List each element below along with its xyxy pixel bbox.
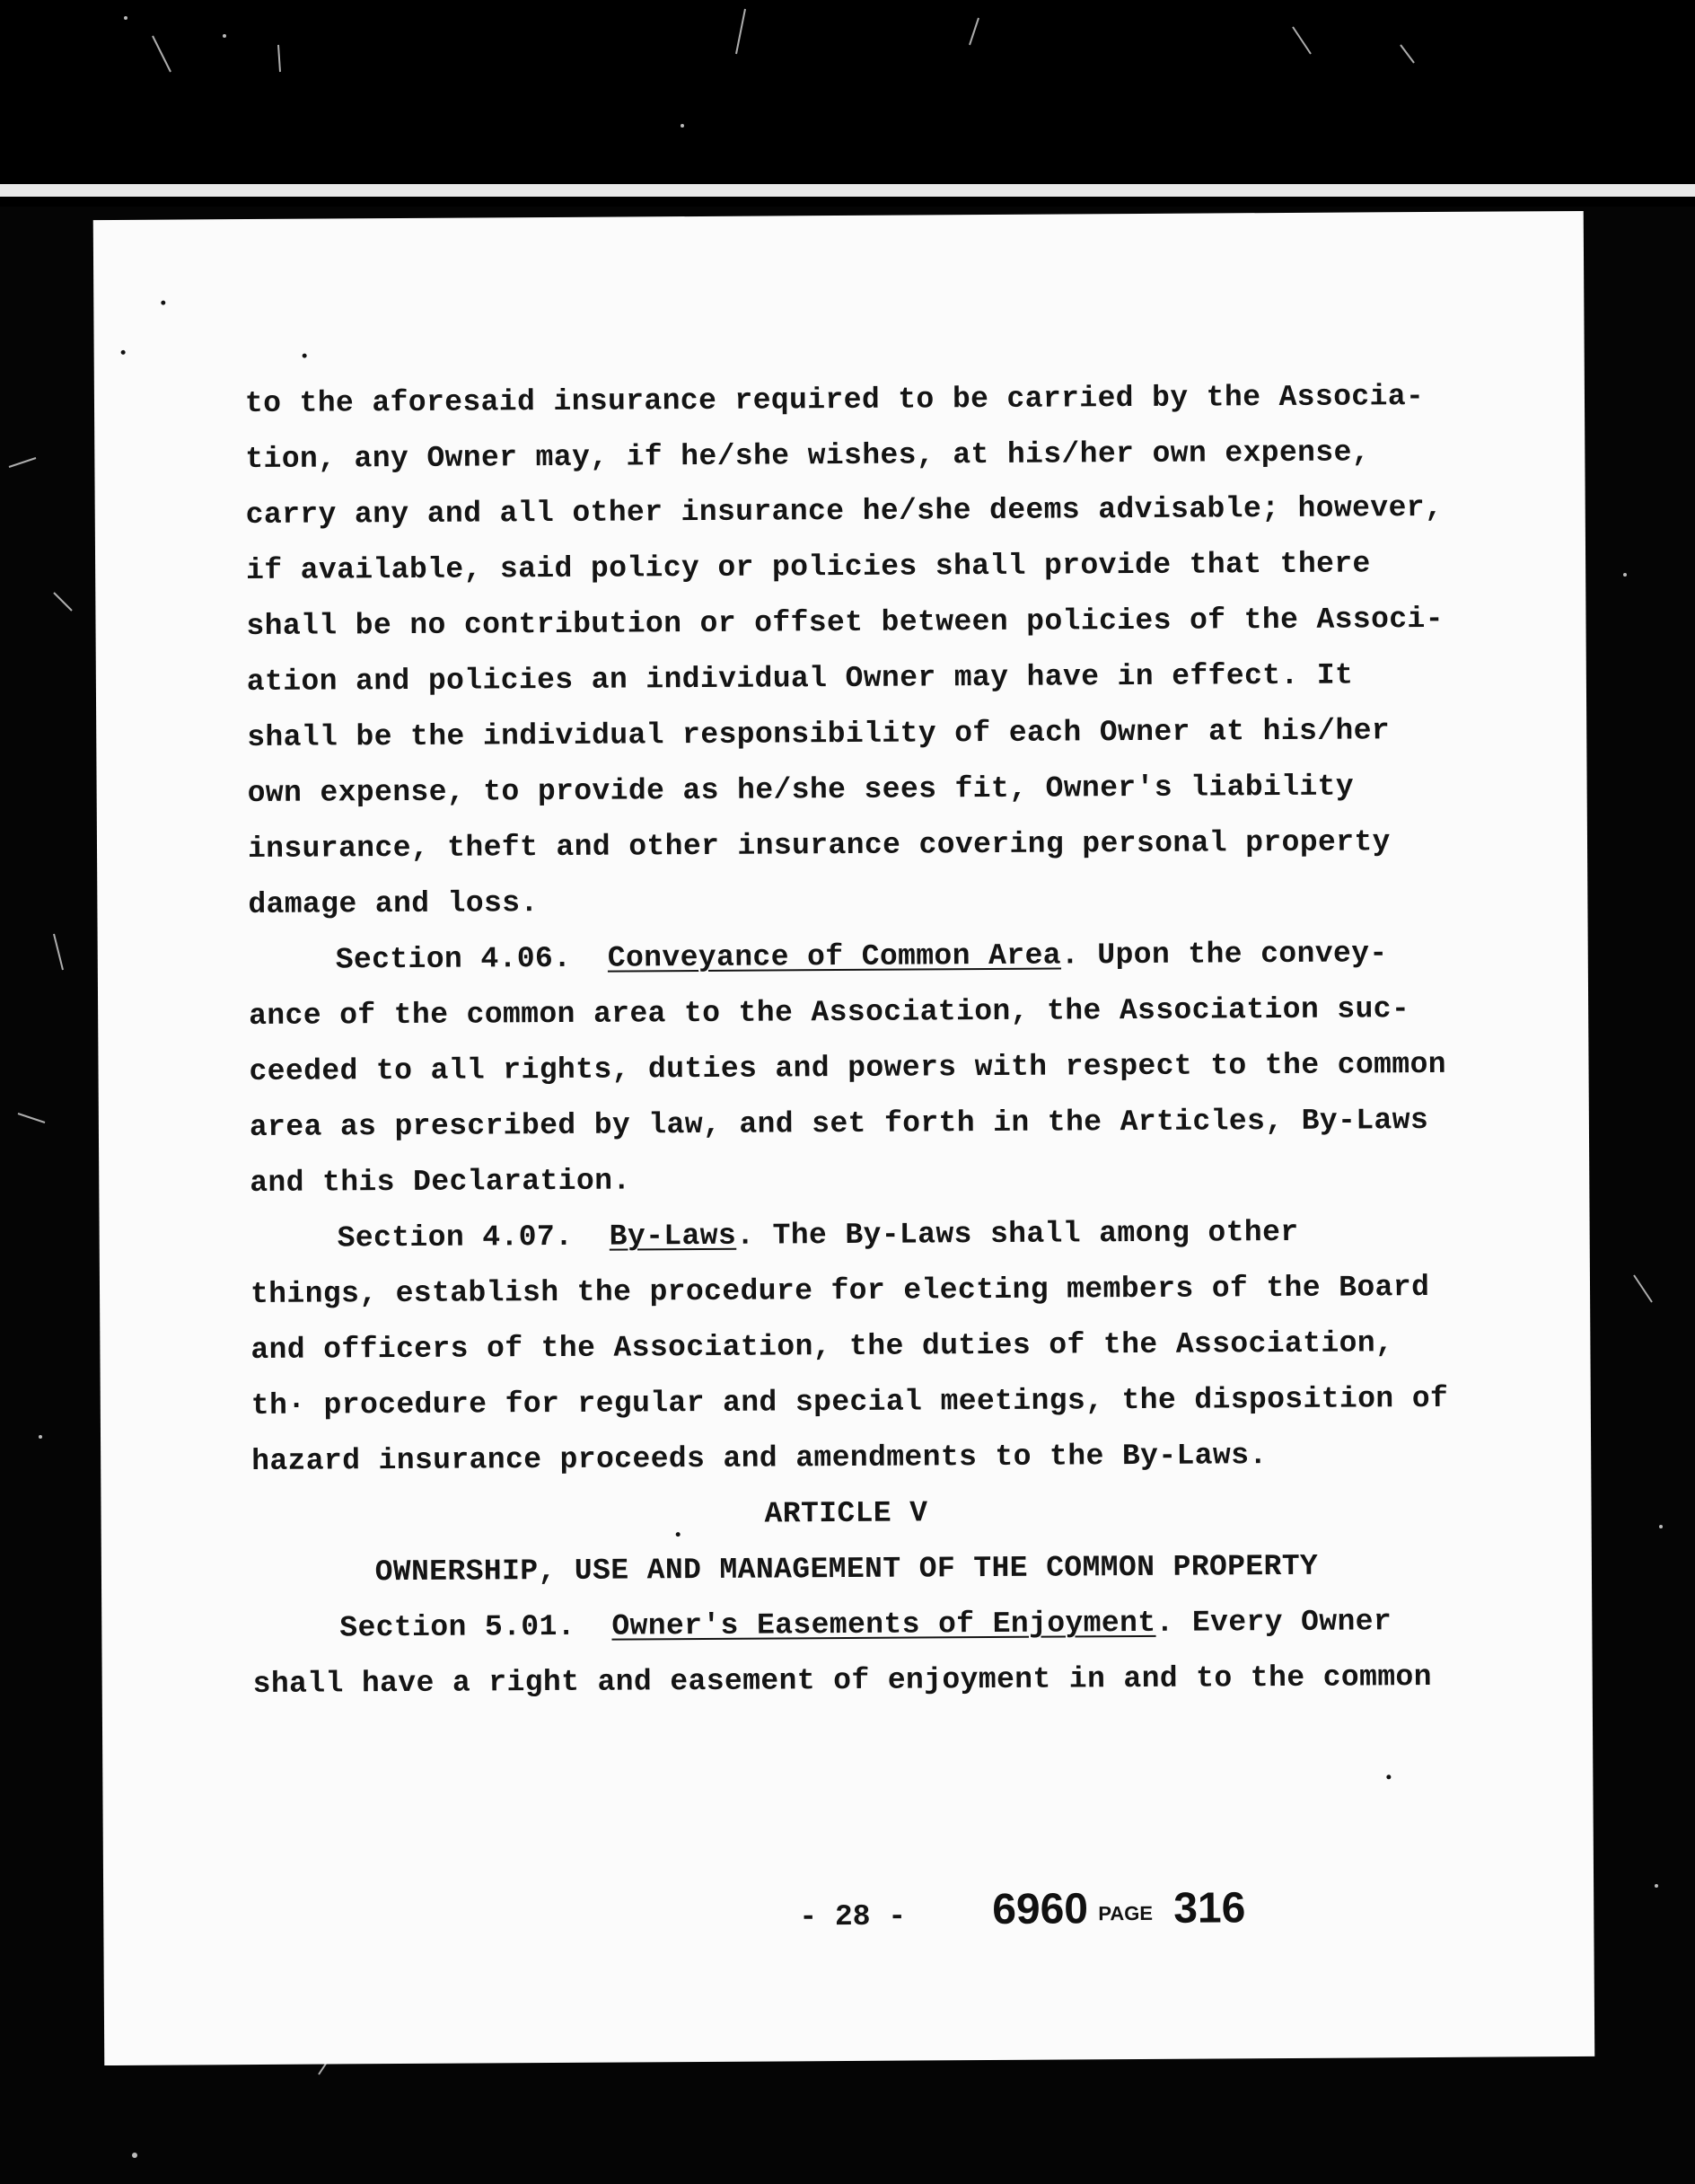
scan-speck bbox=[303, 354, 307, 358]
text-line: damage and loss. bbox=[248, 886, 539, 922]
text-line: and officers of the Association, the duties of the Association, bbox=[250, 1326, 1394, 1368]
text-line: own expense, to provide as he/she sees fit, Owner's liability bbox=[247, 770, 1355, 811]
text-line: ance of the common area to the Association, the Association suc- bbox=[249, 992, 1410, 1034]
text-line: hazard insurance proceeds and amendments to the By-Laws. bbox=[251, 1439, 1268, 1479]
book-number-stamp: 6960 bbox=[992, 1885, 1089, 1934]
section-number: Section 4.07. bbox=[337, 1220, 574, 1255]
text-line: ation and policies an individual Owner may have in effect. It bbox=[246, 658, 1354, 700]
page-label-stamp: PAGE bbox=[1098, 1901, 1154, 1925]
document-page bbox=[93, 211, 1595, 2065]
scan-speck bbox=[161, 301, 165, 305]
section-number: Section 5.01. bbox=[339, 1609, 576, 1645]
text-line: carry any and all other insurance he/she deems advisable; however, bbox=[245, 490, 1444, 533]
scan-speck bbox=[1386, 1774, 1391, 1779]
section-number: Section 4.06. bbox=[335, 941, 572, 977]
text-line: shall be no contribution or offset between policies of the Associ- bbox=[246, 602, 1445, 644]
text-line: insurance, theft and other insurance covering personal property bbox=[247, 825, 1391, 867]
text-line: to the aforesaid insurance required to be carried by the Associa- bbox=[244, 380, 1425, 421]
section-title: Conveyance of Common Area bbox=[607, 938, 1062, 975]
scan-speck bbox=[676, 1532, 681, 1537]
section-heading-line bbox=[336, 936, 1388, 978]
text-line: th· procedure for regular and special meetings, the disposition of bbox=[250, 1381, 1449, 1423]
article-title: OWNERSHIP, USE AND MANAGEMENT OF THE COMMON PROPERTY bbox=[374, 1549, 1319, 1590]
section-title: Owner's Easements of Enjoyment bbox=[611, 1606, 1156, 1643]
text-line: shall have a right and easement of enjoyment in and to the common bbox=[252, 1660, 1433, 1702]
section-first-line-text: . The By-Laws shall among other bbox=[736, 1215, 1299, 1253]
text-line: area as prescribed by law, and set forth in the Articles, By-Laws bbox=[249, 1104, 1429, 1145]
section-title: By-Laws bbox=[609, 1219, 737, 1254]
text-line: shall be the individual responsibility of each Owner at his/her bbox=[247, 714, 1391, 755]
section-heading-line bbox=[338, 1215, 1299, 1257]
text-line: things, establish the procedure for electing members of the Board bbox=[250, 1271, 1430, 1312]
text-line: ceeded to all rights, duties and powers with respect to the common bbox=[249, 1047, 1447, 1089]
page-number: - 28 - bbox=[799, 1899, 907, 1934]
text-line: tion, any Owner may, if he/she wishes, at his/her own expense, bbox=[245, 436, 1371, 477]
section-first-line-text: . Upon the convey- bbox=[1060, 937, 1388, 973]
text-line: and this Declaration. bbox=[250, 1164, 631, 1201]
article-heading: ARTICLE V bbox=[764, 1496, 928, 1531]
section-first-line-text: . Every Owner bbox=[1155, 1605, 1392, 1640]
section-heading-line bbox=[339, 1604, 1392, 1646]
scan-speck bbox=[121, 350, 126, 355]
recorded-page-stamp: 316 bbox=[1173, 1884, 1246, 1933]
text-line: if available, said policy or policies shall provide that there bbox=[246, 547, 1371, 588]
